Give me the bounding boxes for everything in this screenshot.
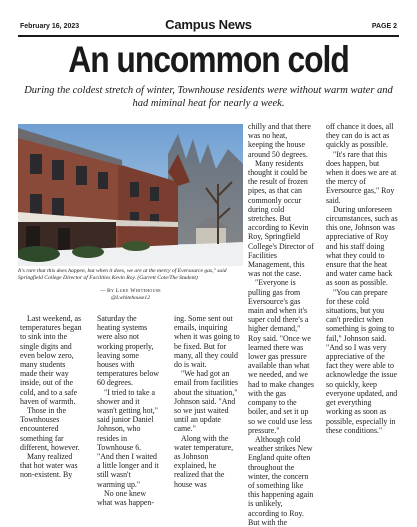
paragraph: Saturday the heating systems were also not working properly, leaving some houses with temperatures below 60 degrees.	[97, 314, 160, 388]
issue-date: February 16, 2023	[20, 23, 80, 30]
article-column-2	[97, 314, 159, 507]
byline: — By Luke Whitehouse @Lwhitehouse12	[99, 288, 162, 301]
townhouse-photo-illustration	[18, 124, 243, 266]
paragraph: "It's rare that this does happen, but when it does we are at the mercy of Eversource gas," Roy said.	[326, 149, 397, 205]
paragraph: "I tried to take a shower and it wasn't getting hot," said junior Daniel Johnson, who resides in Townhouse 6. "And then I waited a little longer and it still wasn't warming up."	[97, 387, 159, 489]
photo-caption: It's rare that this does happen, but when it does, we are at the mercy of Eversource gas," said Springfield College Director of Facilities Kevin Roy. (Garrett Cote/The Student)	[18, 268, 227, 281]
paragraph: "Everyone is pulling gas from Eversource's gas main and when it's super cold there's a higher demand," Roy said. "Once we learned there was lower gas pressure available than what we needed, and we had to make changes with the gas company to the boiler, and set it up so we could use less pressure."	[248, 278, 314, 435]
paragraph: Last weekend, as temperatures began to sink into the single digits and even below zero, many students made their way inside, out of the cold, and to a safe haven of warmth.	[20, 314, 82, 406]
byline-name: By Luke Whitehouse	[106, 288, 162, 294]
headline: An uncommon cold	[68, 39, 349, 80]
header-rule	[18, 35, 399, 37]
paragraph: "We had got an email from facilities about the situation," Johnson said. "And so we just waited until an update came."	[174, 369, 238, 434]
paragraph: During unforeseen circumstances, such as this one, Johnson was appreciative of Roy and his staff doing what they could to ensure that the heat and water came back as soon as possible.	[326, 204, 398, 288]
paragraph: Along with the water temperature, as Johnson explained, he realized that the house was	[174, 433, 234, 489]
article-column-3	[174, 314, 240, 489]
paragraph: Many residents thought it could be the result of frozen pipes, as that can commonly occur during cold stretches. But according to Kevin Roy, Springfield College's Director of Facilities Management, this was not the case.	[248, 158, 314, 279]
article-column-1	[20, 314, 82, 480]
paragraph: off chance it does, all they can do is act as quickly as possible.	[326, 122, 394, 150]
deck: During the coldest stretch of winter, Townhouse residents were without warm water and had miminal heat for nearly a week.	[24, 85, 393, 109]
paragraph: Although cold weather strikes New England quite often throughout the winter, the concern of something like this happening again is unlikely, according to Roy. But with the	[248, 434, 314, 527]
paper-name: Campus News	[165, 17, 252, 32]
paragraph: Many realized that hot water was non-existent. By	[20, 452, 78, 480]
townhouse-photo	[18, 124, 243, 266]
paragraph: ing. Some sent out emails, inquiring when it was going to be fixed. But for many, all they could do is wait.	[174, 314, 240, 370]
paragraph: No one knew what was happen-	[97, 488, 154, 508]
page-number: PAGE 2	[371, 23, 397, 30]
page-header	[0, 0, 417, 34]
byline-handle: @Lwhitehouse12	[110, 295, 151, 301]
article-column-4	[248, 122, 314, 527]
paragraph: Those in the Townhouses encountered something far different, however.	[20, 406, 80, 452]
paragraph: chilly and that there was no heat, keeping the house around 50 degrees.	[248, 122, 311, 159]
paragraph: "You can prepare for these cold situations, but you can't predict when something is going to fail," Johnson said. "And so I was very appreciative of the fact they were able to acknowledge the issue so quickly, keep everyone updated, and get everything working as soon as possible, especially in these conditions."	[326, 287, 398, 435]
article-column-5	[326, 122, 398, 435]
